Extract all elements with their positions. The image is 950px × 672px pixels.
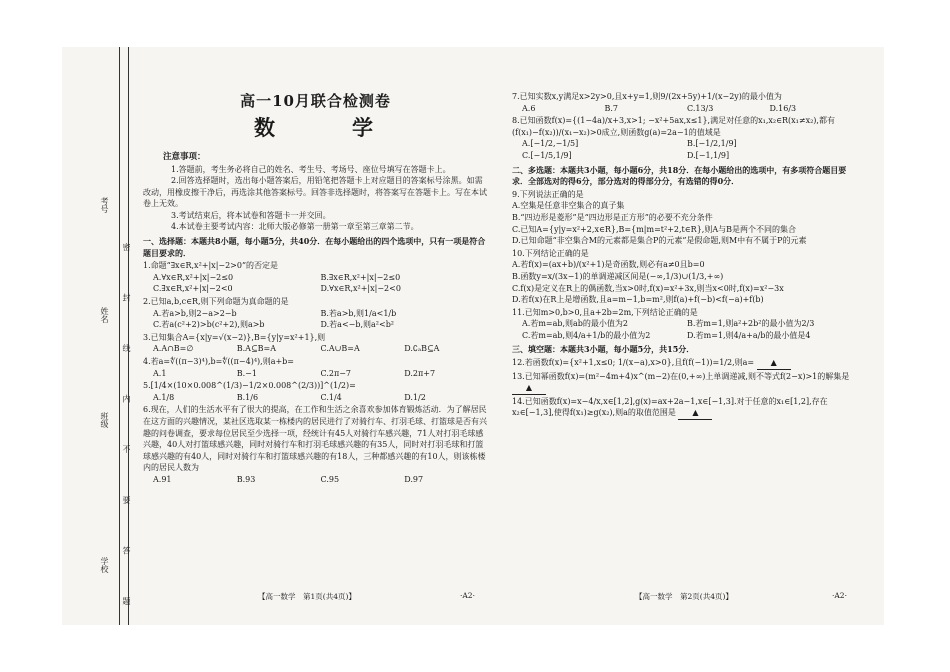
question-5: [143, 380, 488, 403]
option: D.∀x∈R,x²+|x|−2<0: [320, 284, 401, 294]
option: C.95: [320, 474, 340, 484]
option: C.若a(c²+2)>b(c²+2),则a>b: [153, 320, 265, 330]
question-stem: 3.已知集合A={x|y=√(x−2)},B={y|y=x²+1},则: [143, 332, 326, 342]
question-stem: 12.若函数f(x)={x²+1,x≤0; 1/(x−a),x>0},且f(f(−1))=1/2,则a=: [512, 358, 755, 368]
question-8: [512, 115, 852, 161]
binding-strip: [62, 47, 138, 625]
option: B.若m=1,则a²+2b²的最小值为2/3: [687, 319, 815, 329]
option: D.若f(x)在R上是增函数,且a=m−1,b=m²,则f(a)+f(−b)<f(−a)+f(b): [512, 295, 764, 305]
option: D.已知命题“非空集合M的元素都是集合P的元素”是假命题,则M中有不属于P的元素: [512, 236, 807, 246]
section-heading: 一、选择题：本题共8小题，每小题5分，共40分．在每小题给出的四个选项中，只有一项是符合题目要求的．: [143, 236, 486, 258]
option: D.1/2: [404, 392, 426, 402]
answer-blank: ▲: [678, 407, 712, 420]
option: C.1/4: [320, 392, 342, 402]
question-4: [143, 356, 488, 379]
option: A.1: [153, 368, 167, 378]
option: B.若a>b,则1/a<1/b: [320, 308, 397, 318]
question-stem: 2.已知a,b,c∈R,则下列命题为真命题的是: [143, 297, 289, 307]
section-heading: 二、多选题：本题共3小题，每小题6分，共18分．在每小题给出的选项中，有多项符合题目要求．全部选对的得6分，部分选对的得部分分，有选错的得0分．: [512, 164, 847, 187]
option: A.若f(x)=(ax+b)/(x²+1)是奇函数,则必有a≠0且b=0: [512, 260, 705, 270]
page-code: ·A2·: [460, 591, 475, 600]
notice-item: 3.考试结束后，将本试卷和答题卡一并交回。: [171, 210, 331, 220]
exam-title: 高一10月联合检测卷: [240, 92, 391, 110]
option: A.1/8: [153, 392, 175, 402]
notice-item: 4.本试卷主要考试内容：北师大版必修第一册第一章至第三章第二节。: [171, 222, 419, 232]
option: C.f(x)是定义在R上的偶函数,当x>0时,f(x)=x²+3x,则当x<0时,f(x)=x²−3x: [512, 283, 784, 293]
option: B.−1: [236, 368, 257, 378]
school-label: 学校: [100, 557, 109, 573]
option: A.若m=ab,则ab的最小值为2: [522, 319, 629, 329]
option: A.[−1/2,−1/5]: [522, 139, 579, 149]
question-stem: 13.已知幂函数f(x)=(m²−4m+4)x^(m−2)在(0,+∞)上单调递减,则不等式f(2−x)>1的解集是: [512, 371, 850, 381]
option: A.∀x∈R,x²+|x|−2≤0: [153, 272, 234, 282]
question-2: [143, 296, 488, 331]
notice-item: 2.回答选择题时，选出每小题答案后，用铅笔把答题卡上对应题目的答案标号涂黑。如需改动，用橡皮擦干净后，再选涂其他答案标号。回答非选择题时，将答案写在答题卡上。写在本试卷上无效。: [143, 176, 487, 209]
question-stem: 1.命题“∃x∈R,x²+|x|−2>0”的否定是: [143, 261, 279, 271]
right-page: [512, 47, 852, 420]
question-10: [512, 248, 852, 306]
question-1: [143, 260, 488, 295]
name-label: 姓名: [100, 307, 109, 323]
option: C.若m=ab,则4/a+1/b的最小值为2: [522, 330, 651, 340]
option: D.[−1,1/9]: [687, 150, 730, 160]
question-13: [512, 371, 852, 395]
question-7: [512, 91, 852, 114]
question-stem: 7.已知实数x,y满足x>2y>0,且x+y=1,则9/(2x+5y)+1/(x−2y)的最小值为: [512, 92, 782, 101]
question-stem: 10.下列结论正确的是: [512, 248, 589, 258]
option: D.∁ₐB⊆A: [404, 344, 440, 354]
option: C.已知A={y|y=x²+2,x∈R},B={m|m=t²+2,t∈R},则A与B是两个不同的集合: [512, 224, 796, 234]
option: D.若a<−b,则a²<b²: [320, 320, 395, 330]
option: C.∃x∈R,x²+|x|−2<0: [153, 284, 233, 294]
option: C.A∪B=A: [320, 344, 360, 354]
question-stem: 9.下列说法正确的是: [512, 189, 584, 199]
question-6: [143, 404, 488, 485]
question-stem: 8.已知函数f(x)={(1−4a)/x+3,x>1; −x²+5ax,x≤1},满足对任意的x₁,x₂∈R(x₁≠x₂),都有(f(x₁)−f(x₂))/(x₁−x₂)>0成立,则函数g(a)=2a−1的值域是: [512, 116, 835, 137]
option: D.2π+7: [404, 368, 436, 378]
question-3: [143, 332, 488, 355]
option: B.A⊆B=A: [236, 344, 277, 354]
notice-item: 1.答题前，考生务必将自己的姓名、考生号、考场号、座位号填写在答题卡上。: [171, 164, 451, 174]
binding-line: [119, 47, 120, 625]
question-stem: 14.已知函数f(x)=x−4/x,x∈[1,2],g(x)=ax+2a−1,x∈[−1,3].对于任意的x₁∈[1,2],存在x₂∈[−1,3],使得f(x₁)≥g(x₂),则a的取值范围是: [512, 396, 828, 418]
question-stem: 6.现在，人们的生活水平有了很大的提高，在工作和生活之余喜欢参加体育锻炼活动．为了解居民在这方面的兴趣情况，某社区选取某一栋楼内的居民进行了对骑行车、打羽毛球、打篮球是否有兴趣的问卷调查，要求每位居民至少选择一项，经统计有45人对骑行车感兴趣，71人对打羽毛球感兴趣，40人对打篮球感兴趣，同时对骑行车和打羽毛球感兴趣的有35人，同时对打羽毛球和打篮球感兴趣的有40人，同时对骑行车和打篮球感兴趣的有18人，三种都感兴趣的有10人，则该栋楼内的居民人数为: [143, 405, 487, 473]
notice-heading: 注意事项：: [163, 152, 206, 163]
class-label: 班级: [100, 412, 109, 428]
option: A.A∩B=∅: [153, 344, 194, 354]
option: D.97: [404, 474, 424, 484]
page-footer: 【高一数学 第2页(共4页)】: [635, 592, 733, 601]
option: A.空集是任意非空集合的真子集: [512, 201, 625, 211]
question-9: [512, 189, 852, 247]
question-stem: 4.若a=∜((π−3)⁴),b=∜((π−4)⁴),则a+b=: [143, 357, 294, 366]
option: C.13/3: [687, 103, 714, 113]
notice-block: [143, 151, 488, 233]
option: B.“四边形是菱形”是“四边形是正方形”的必要不充分条件: [512, 212, 713, 222]
option: A.6: [522, 103, 536, 113]
question-14: [512, 396, 852, 420]
subject-title: 数 学: [254, 114, 401, 140]
answer-blank: ▲: [757, 357, 791, 370]
option: B.[−1/2,1/9]: [687, 139, 737, 149]
question-12: [512, 357, 852, 370]
left-page: [143, 47, 488, 486]
section-heading: 三、填空题：本题共3小题，每小题5分，共15分．: [512, 344, 695, 355]
option: B.1/6: [236, 392, 259, 402]
option: B.93: [236, 474, 256, 484]
exam-no-label: 考号: [100, 197, 109, 213]
option: C.2π−7: [320, 368, 352, 378]
question-stem: 11.已知m>0,b>0,且a+2b=2m,下列结论正确的是: [512, 307, 698, 317]
page-code: ·A2·: [832, 591, 847, 600]
answer-blank: ▲: [512, 382, 546, 395]
option: D.16/3: [769, 103, 797, 113]
page-footer: 【高一数学 第1页(共4页)】: [258, 592, 356, 601]
question-stem: 5.[1/4×(10×0.008^(1/3)−1/2×0.008^(2/3))]^(1/2)=: [143, 381, 356, 391]
question-11: [512, 307, 852, 342]
option: D.若m=1,则4/a+a/b的最小值是4: [687, 330, 811, 340]
option: B.7: [604, 103, 619, 113]
option: B.函数y=x/(3x−1)的单调递减区间是(−∞,1/3)∪(1/3,+∞): [512, 271, 724, 281]
option: C.[−1/5,1/9]: [522, 150, 572, 160]
option: A.若a>b,则2−a>2−b: [153, 308, 237, 318]
option: A.91: [153, 474, 172, 484]
option: B.∃x∈R,x²+|x|−2≤0: [320, 272, 401, 282]
seal-text: 密 封 线 内 不 要 答 题: [122, 243, 131, 625]
